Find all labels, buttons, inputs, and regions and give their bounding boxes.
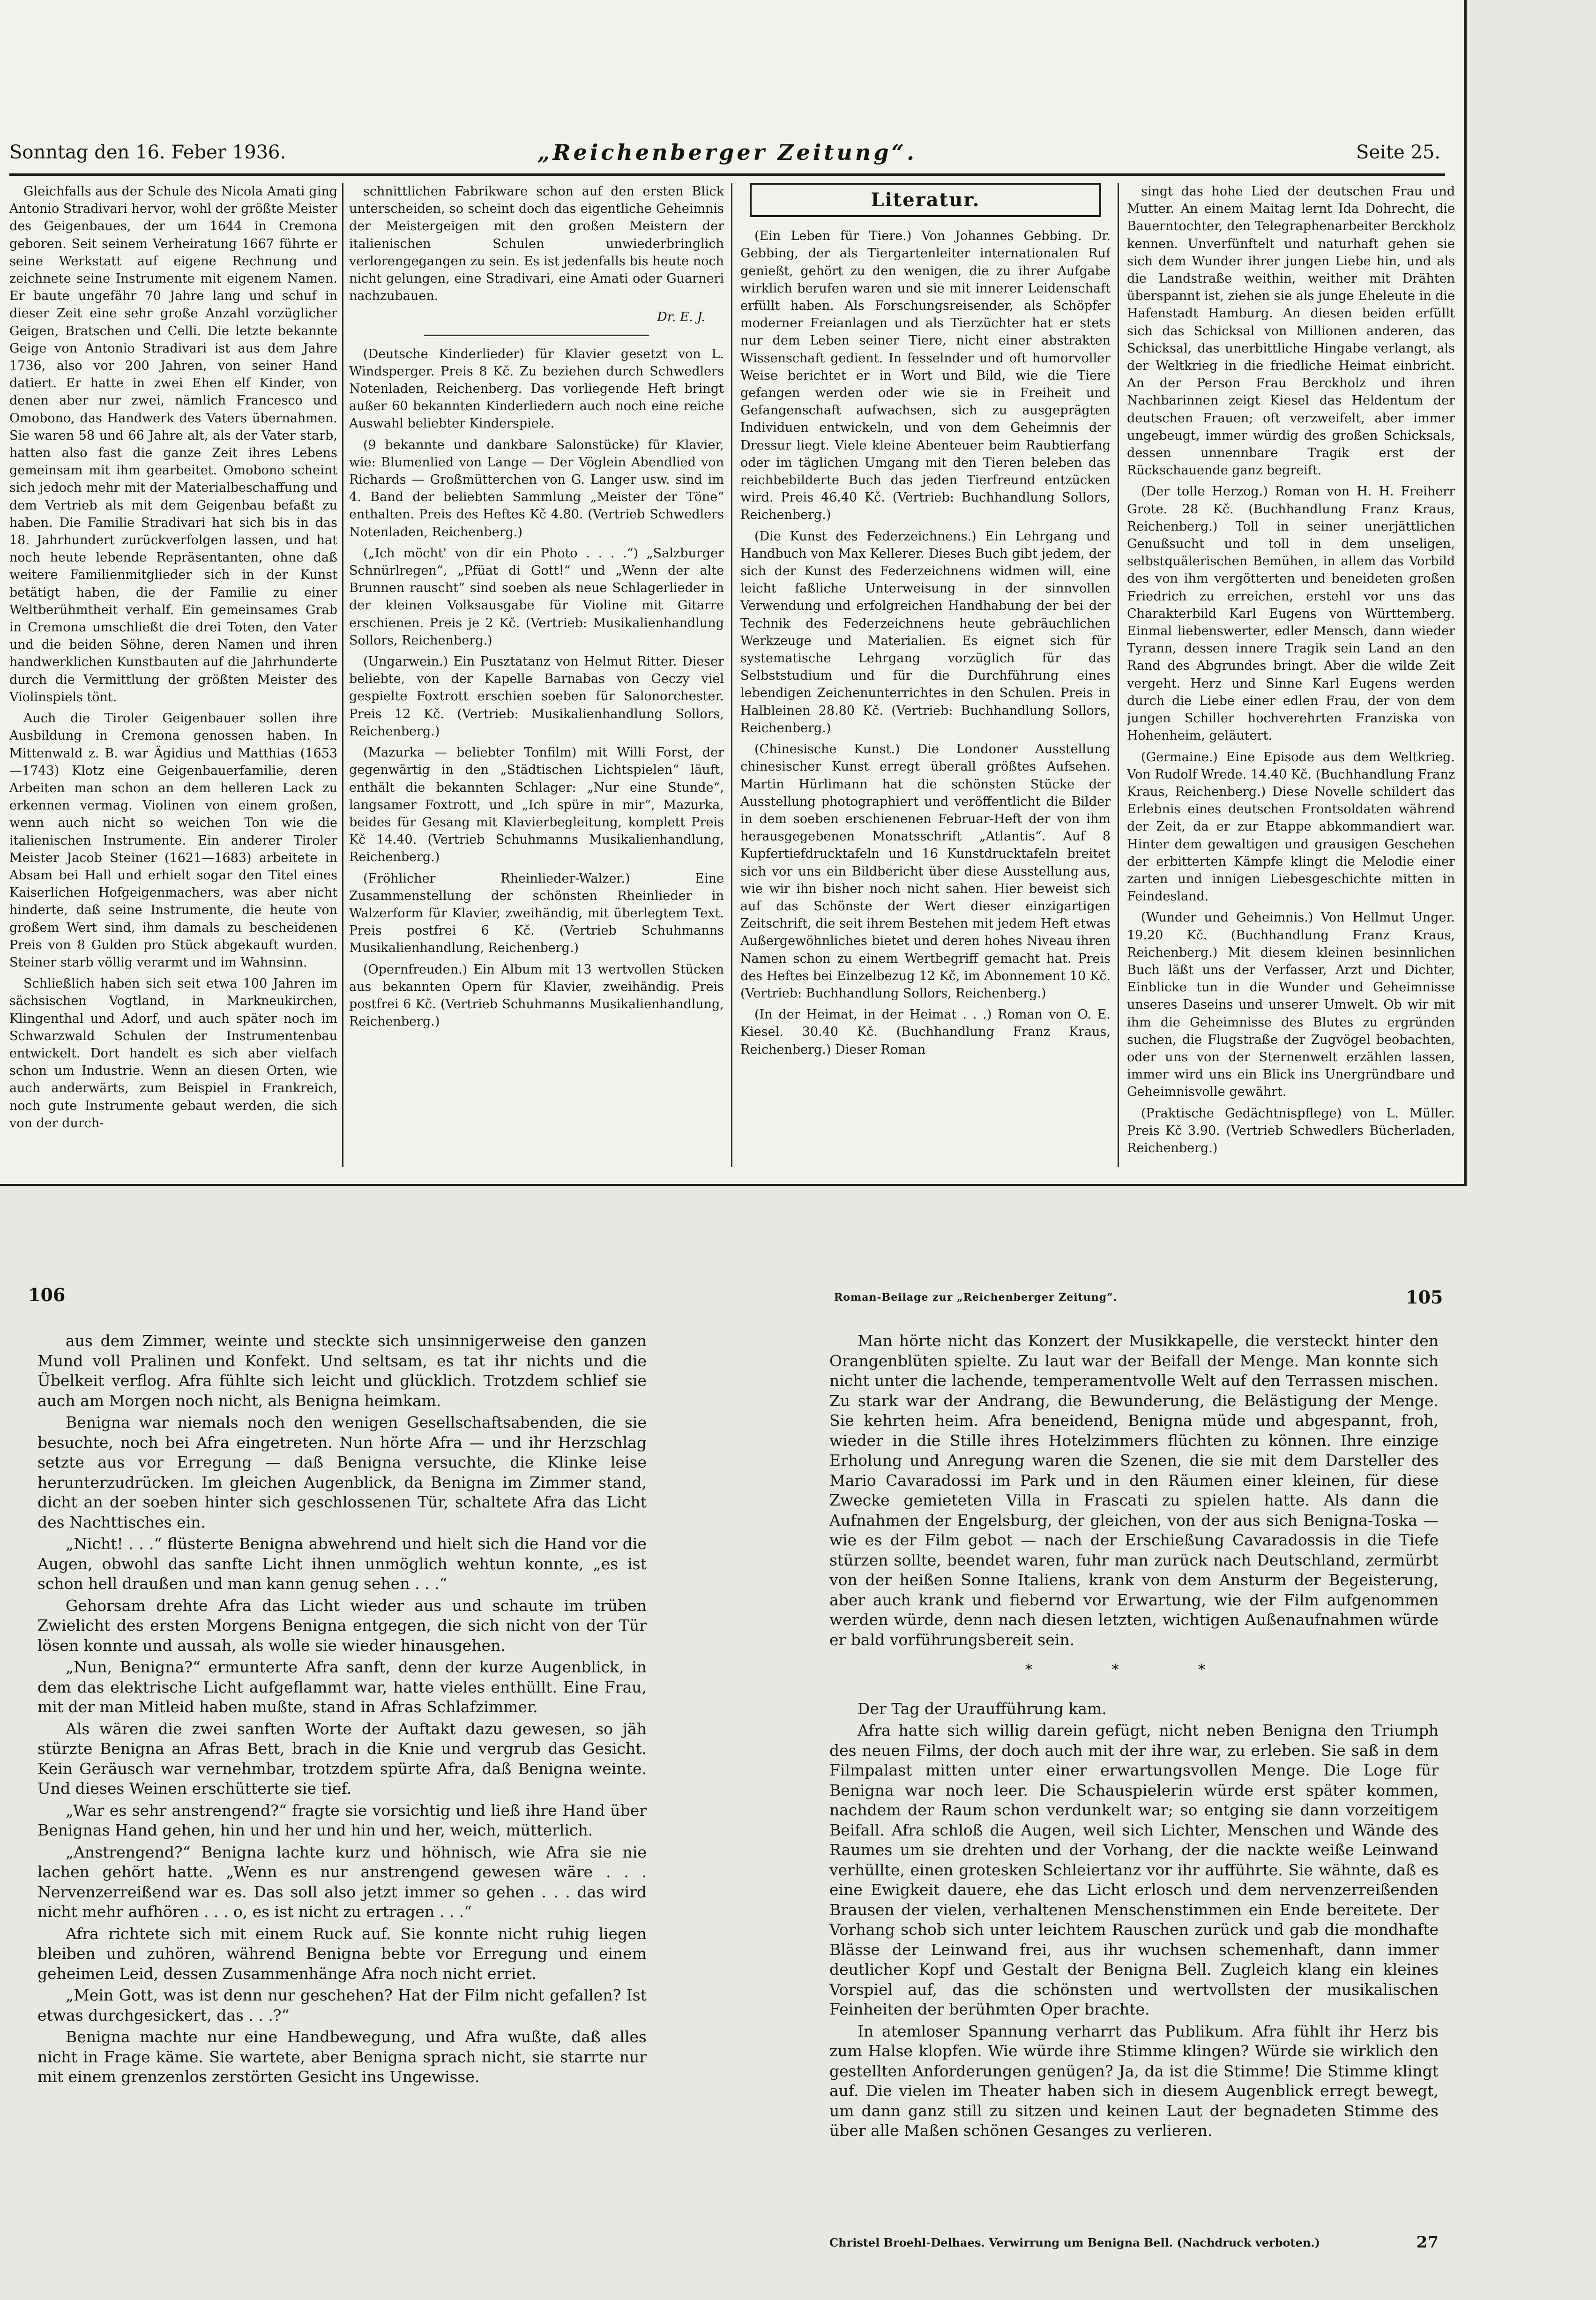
review-item: (Wunder und Geheimnis.) Von Hellmut Unger. 19.20 Kč. (Buchhandlung Franz Kraus, Reichenberg.) Mit diesem kleinen besinnlichen Buch läßt uns der Verfasser, Arzt und Dichter, Einblicke tun in die Wunder und Geheimnisse unseres Daseins und unserer Umwelt. Ob wir mit ihm die Geheimnisse des Blutes zu ergründen suchen, die Flugstraße der Zugvögel beobachten, oder uns von der Sternenwelt erzählen lassen, immer wird uns ein Blick ins Unergründbare und Geheimnisvolle gewährt. (1127, 910, 1455, 1100)
review-item: singt das hohe Lied der deutschen Frau und Mutter. An einem Maitag lernt Ida Dohrecht, die Bauerntochter, den Telegraphenarbeiter Berckholz kennen. Unverfünftelt und naturhaft gehen sie sich dem Wunder ihrer jungen Liebe hin, und als die Landstraße weithin, weither mit Drähten überspannt ist, ziehen sie als junge Eheleute in die Hafenstadt Hamburg. An diesen beiden erfüllt sich das Schicksal von Millionen anderen, das Schicksal, das unerbittliche Hingabe verlangt, als der Weltkrieg in die friedliche Heimat einbricht. An der Person Frau Berckholz und ihren Nachbarinnen zeigt Kiesel das Heldentum der deutschen Frauen; oft verzweifelt, aber immer ungebeugt, immer würdig des großen Schicksals, dessen unnennbare Tragik erst der Rückschauende ganz begreift. (1127, 184, 1455, 478)
section-title: Literatur. (750, 183, 1101, 217)
author-signature: Dr. E. J. (657, 310, 705, 325)
review-item: (Ungarwein.) Ein Pusztatanz von Helmut Ritter. Dieser beliebte, von der Kapelle Barnabas von Geczy viel gespielte Foxtrott erschien soeben für Salonorchester. Preis 12 Kč. (Vertrieb: Musikalienhandlung Sollors, Reichenberg.) (349, 654, 724, 739)
supplement-page-number: 27 (1416, 2233, 1439, 2252)
paragraph: In atemloser Spannung verharrt das Publikum. Afra fühlt ihr Herz bis zum Halse klopfen. Wie würde ihre Stimme klingen? Würde sie wirklich den gestellten Anforderungen genügen? Ja, da ist die Stimme! Die Stimme klingt auf. Die vielen im Theater haben sich in diesem Augenblick erregt bewegt, um dann ganz still zu sitzen und keinen Laut der begnadeten Stimme des über alle Maßen schönen Gesanges zu verlieren. (829, 2022, 1439, 2140)
paragraph: „Nun, Benigna?“ ermunterte Afra sanft, denn der kurze Augenblick, in dem das elektrische Licht aufgeflammt war, hatte vieles enthüllt. Eine Frau, mit der man Mitleid haben mußte, stand in Afras Schlafzimmer. (37, 1658, 647, 1716)
paragraph: Auch die Tiroler Geigenbauer sollen ihre Ausbildung in Cremona genossen haben. In Mittenwald z. B. war Ägidius und Matthias (1653—1743) Klotz eine Geigenbauerfamilie, deren Arbeiten man schon an dem helleren Lack zu erkennen vermag. Violinen von einem großen, wenn auch nicht so weichen Ton wie die italienischen Instrumente. Ein anderer Tiroler Meister Jacob Steiner (1621—1683) arbeitete in Absam bei Hall und erhielt sogar den Titel eines Kaiserlichen Hofgeigenmachers, was aber nicht hinderte, daß seine Instrumente, die heute von großem Wert sind, ihm damals zu bescheidenen Preis von 8 Gulden pro Stück abgekauft wurden. Steiner starb völlig verarmt und im Wahnsinn. (9, 711, 337, 970)
column-divider (1118, 183, 1119, 1167)
column-literature-cont (1127, 183, 1455, 1167)
review-item: (Der tolle Herzog.) Roman von H. H. Freiherr Grote. 28 Kč. (Buchhandlung Franz Kraus, Reichenberg.) Toll in seiner unerjättlichen Genußsucht und toll in dem unseligen, selbstquälerischen Bemühen, in allem das Vorbild des von ihm vergötterten und beneideten großen Friedrich zu erreichen, erstehl vor uns das Charakterbild Karl Eugens von Württemberg. Einmal liebenswerter, edler Mensch, dann wieder Tyrann, dessen innere Tragik sein Land an den Rand des Abgrundes bringt. Aber die wilde Zeit vergeht. Herz und Sinne Karl Eugens werden durch die Liebe einer edlen Frau, der von dem jungen Schiller hochverehrten Franziska von Hohenheim, geläutert. (1127, 484, 1455, 743)
review-item: („Ich möcht' von dir ein Photo . . . .“) „Salzburger Schnürlregen“, „Pfüat di Gott!“ und „Wenn der alte Brunnen rauscht“ sind soeben als neue Schlagerlieder in der kleinen Volksausgabe für Violine mit Gitarre erschienen. Preis je 2 Kč. (Vertrieb: Musikalienhandlung Sollors, Reichenberg.) (349, 546, 724, 648)
paragraph: schnittlichen Fabrikware schon auf den ersten Blick unterscheiden, so scheint doch das eigentliche Geheimnis der Meistergeigen mit den großen Meistern der italienischen Schulen unwiederbringlich verlorengegangen zu sein. Es ist jedenfalls bis heute noch nicht gelungen, eine Stradivari, eine Amati oder Guarneri nachzubauen. (349, 184, 724, 304)
paragraph: „Mein Gott, was ist denn nur geschehen? Hat der Film nicht gefallen? Ist etwas durchgesickert, das . . .?“ (37, 1986, 647, 2024)
paragraph: Gehorsam drehte Afra das Licht wieder aus und schaute im trüben Zwielicht des ersten Morgens Benigna entgegen, die sich nicht von der Tür lösen konnte und aussah, als wolle sie wieder hinausgehen. (37, 1596, 647, 1655)
novel-left-page (37, 1331, 647, 2255)
reprint-note: (Nachdruck verboten.) (1177, 2236, 1320, 2249)
novel-footer (829, 2233, 1439, 2252)
review-item: (Deutsche Kinderlieder) für Klavier gesetzt von L. Windsperger. Preis 8 Kč. Zu beziehen durch Schwedlers Notenladen, Reichenberg. Das vorliegende Heft bringt außer 60 bekannten Kinderliedern auch noch eine reiche Auswahl beliebter Kinderspiele. (349, 346, 724, 431)
paragraph: Afra richtete sich mit einem Ruck auf. Sie konnte nicht ruhig liegen bleiben und zuhören, während Benigna bebte vor Erregung und einem geheimen Leid, dessen Zusammenhänge Afra noch nicht erriet. (37, 1924, 647, 1983)
review-item: (9 bekannte und dankbare Salonstücke) für Klavier, wie: Blumenlied von Lange — Der Vöglein Abendlied von Richards — Großmütterchen von G. Langer usw. sind im 4. Band der beliebten Sammlung „Meister der Töne“ enthalten. Preis des Heftes Kč 4.80. (Vertrieb Schwedlers Notenladen, Reichenberg.) (349, 437, 724, 539)
supplement-header: Roman-Beilage zur „Reichenberger Zeitung“. (834, 1291, 1118, 1304)
review-item: (Praktische Gedächtnispflege) von L. Müller. Preis Kč 3.90. (Vertrieb Schwedlers Bücherladen, Reichenberg.) (1127, 1106, 1455, 1155)
paragraph: Gleichfalls aus der Schule des Nicola Amati ging Antonio Stradivari hervor, wohl der größte Meister des Geigenbaues, der um 1644 in Cremona geboren. Seit seinem Verheiratung 1667 führte er seine Werkstatt auf eigene Rechnung und zeichnete seine Instrumente mit eigenem Namen. Er baute ungefähr 70 Jahre lang und schuf in dieser Zeit eine sehr große Anzahl vorzüglicher Geigen, Bratschen und Celli. Die letzte bekannte Geige von Antonio Stradivari ist aus dem Jahre 1736, also vor 200 Jahren, von seiner Hand datiert. Er hatte in zwei Ehen elf Kinder, von denen aber nur zwei, nämlich Francesco und Omobono, das Handwerk des Vaters übernahmen. Sie waren 58 und 66 Jahre alt, als der Vater starb, hatten also fast die ganze Zeit ihres Lebens gemeinsam mit ihm gearbeitet. Omobono scheint sich jedoch mehr mit der Materialbeschaffung und dem Vertrieb als mit dem Geigenbau befaßt zu haben. Die Familie Stradivari hat sich bis in das 18. Jahrhundert zurückverfolgen lassen, und hat noch heute lebende Repräsentanten, ohne daß weitere Familienmitglieder sich in der Kunst betätigt haben, die der Familie zu einer Weltberühmtheit verhalf. Ein gemeinsames Grab in Cremona umschließt die drei Toten, den Vater und die beiden Söhne, deren Namen und ihren handwerklichen Kunstbauten auf die Jahrhunderte durch die Vermittlung der größten Meister des Violinspiels tönt. (9, 184, 337, 704)
review-item: (In der Heimat, in der Heimat . . .) Roman von O. E. Kiesel. 30.40 Kč. (Buchhandlung Franz Kraus, Reichenberg.) Dieser Roman (740, 1007, 1111, 1057)
column-divider (342, 183, 343, 1167)
article-columns (9, 183, 1455, 1172)
separator (424, 335, 649, 336)
review-item: (Mazurka — beliebter Tonfilm) mit Willi Forst, der gegenwärtig in den „Städtischen Lichtspielen“ läuft, enthält die bekannten Schlager: „Nur eine Stunde“, langsamer Foxtrott, und „Ich spüre in mir“, Mazurka, beides für Gesang mit Klavierbegleitung, komplett Preis Kč 14.40. (Vertrieb Schuhmanns Musikalienhandlung, Reichenberg.) (349, 745, 724, 865)
right-page-number: 105 (1406, 1287, 1443, 1308)
novel-supplement (0, 1191, 1596, 2300)
paragraph: „War es sehr anstrengend?“ fragte sie vorsichtig und ließ ihre Hand über Benignas Hand gehen, hin und her und hin und her, weich, mütterlich. (37, 1801, 647, 1839)
paragraph: Benigna war niemals noch den wenigen Gesellschaftsabenden, die sie besuchte, noch bei Afra eingetreten. Nun hörte Afra — und ihr Herzschlag setzte aus vor Erregung — daß Benigna versuchte, die Klinke leise herunterzudrücken. Im gleichen Augenblick, da Benigna im Zimmer stand, dicht an der soeben hinter sich geschlossenen Tür, schaltete Afra das Licht des Nachttisches ein. (37, 1413, 647, 1531)
paragraph: Afra hatte sich willig darein gefügt, nicht neben Benigna den Triumph des neuen Films, der doch auch mit der ihre war, zu erleben. Sie saß in dem Filmpalast mitten unter einer erwartungsvollen Menge. Die Loge für Benigna war noch leer. Die Schauspielerin würde erst später kommen, nachdem der Raum schon verdunkelt war; so entging sie dann vorzeitigem Beifall. Afra schloß die Augen, weil sich Lichter, Menschen und Wände des Raumes um sie drehten und der Vorhang, der die nackte weiße Leinwand verhüllte, einen grotesken Schleiertanz vor ihr aufführte. Sie wähnte, daß es eine Ewigkeit dauere, ehe das Licht erlosch und dem nervenzerreißenden Brausen der vielen, verhaltenen Menschenstimmen ein Ende bereitete. Der Vorhang schob sich unter leichtem Rauschen zurück und gab die mondhafte Blässe der Leinwand frei, aus ihr wuchsen schemenhaft, dann immer deutlicher Kopf und Gestalt der Benigna Bell. Zugleich klang ein kleines Vorspiel auf, das die schönsten und wertvollsten der musikalischen Feinheiten der berühmten Oper brachte. (829, 1721, 1439, 2018)
author-and-title: Christel Broehl-Delhaes. Verwirrung um Benigna Bell. (829, 2236, 1173, 2249)
review-item: (Fröhlicher Rheinlieder-Walzer.) Eine Zusammenstellung der schönsten Rheinlieder in Walzerform für Klavier, zweihändig, mit überlegtem Text. Preis postfrei 6 Kč. (Vertrieb Schuhmanns Musikalienhandlung, Reichenberg.) (349, 871, 724, 956)
review-item: (Opernfreuden.) Ein Album mit 13 wertvollen Stücken aus bekannten Opern für Klavier, zweihändig. Preis postfrei 6 Kč. (Vertrieb Schuhmanns Musikalienhandlung, Reichenberg.) (349, 962, 724, 1029)
review-item: (Ein Leben für Tiere.) Von Johannes Gebbing. Dr. Gebbing, der als Tiergartenleiter internationalen Ruf genießt, gehört zu den wenigen, die zu ihrer Aufgabe wirklich berufen waren und sie mit innerer Leidenschaft erfüllt haben. Als Forschungsreisender, als Schöpfer moderner Freianlagen und als Tierzüchter hat er stets nur dem Leben seiner Tiere, nicht einer abstrakten Wissenschaft gedient. In fesselnder und oft humorvoller Weise berichtet er in Wort und Bild, wie die Tiere gefangen werden oder wie sie in Freiheit und Gefangenschaft aufwachsen, sich zu ausgeprägten Individuen entwickeln, und von dem Geheimnis der Dressur liegt. Viele kleine Abenteuer beim Raubtierfang oder im täglichen Umgang mit den Tieren beleben das reichbebilderte Buch das jeden Tierfreund entzücken wird. Preis 46.40 Kč. (Vertrieb: Buchhandlung Sollors, Reichenberg.) (740, 229, 1111, 523)
novel-right-page (829, 1331, 1439, 2226)
issue-date: Sonntag den 16. Feber 1936. (9, 142, 286, 163)
paragraph: Benigna machte nur eine Handbewegung, und Afra wußte, daß alles nicht in Frage käme. Sie wartete, aber Benigna sprach nicht, sie starrte nur mit einem grenzenlos zerstörten Gesicht ins Ungewisse. (37, 2028, 647, 2086)
page-header (9, 136, 1445, 176)
paragraph: Als wären die zwei sanften Worte der Auftakt dazu gewesen, so jäh stürzte Benigna an Afras Bett, brach in die Knie und vergrub das Gesicht. Kein Geräusch war vernehmbar, trotzdem spürte Afra, daß Benigna weinte. Und dieses Weinen erschütterte sie tief. (37, 1719, 647, 1798)
review-item: (Die Kunst des Federzeichnens.) Ein Lehrgang und Handbuch von Max Kellerer. Dieses Buch gibt jedem, der sich der Kunst des Federzeichnens widmen will, eine leicht faßliche Unterweisung in der sinnvollen Verwendung und erfolgreichen Handhabung der bei der Technik des Federzeichnens heute gebräuchlichen Werkzeuge und Materialien. Es eignet sich für systematische Lehrgang vorzüglich für das Selbststudium und für die Durchführung eines lebendigen Zeichenunterrichtes in den Schulen. Preis in Halbleinen 28.80 Kč. (Vertrieb: Buchhandlung Sollors, Reichenberg.) (740, 529, 1111, 735)
paragraph: Man hörte nicht das Konzert der Musikkapelle, die versteckt hinter den Orangenblüten spielte. Zu laut war der Beifall der Menge. Man konnte sich nicht unter die lachende, temperamentvolle Welt auf den Terrassen mischen. Zu stark war der Andrang, die Bewunderung, die Belästigung der Menge. Sie kehrten heim. Afra beneidend, Benigna müde und abgespannt, froh, wieder in die Stille ihres Hotelzimmers flüchten zu können. Ihre einzige Erholung und Anregung waren die Szenen, die sie mit dem Darsteller des Mario Cavaradossi im Park und in den Räumen einer kleinen, für diese Zwecke gemieteten Villa in Frascati zu spielen hatte. Als dann die Aufnahmen der Engelsburg, der gleichen, von der aus sich Benigna-Toska — wie es der Film gebot — nach der Erschießung Cavaradossis in die Tiefe stürzen sollte, beendet waren, fuhr man zurück nach Deutschland, zermürbt von der heißen Sonne Italiens, krank von dem Ansturm der Begeisterung, aber auch krank und fiebernd vor Erwartung, wie der Film aufgenommen werden würde, denn nach diesen letzten, wichtigen Außenaufnahmen würde er bald vorführungsbereit sein. (829, 1332, 1439, 1649)
review-item: (Germaine.) Eine Episode aus dem Weltkrieg. Von Rudolf Wrede. 14.40 Kč. (Buchhandlung Franz Kraus, Reichenberg.) Diese Novelle schildert das Erlebnis eines deutschen Frontsoldaten während der Zeit, da er zur Etappe abkommandiert war. Hinter dem gewaltigen und grausigen Geschehen der erbitterten Kämpfe klingt die Melodie einer zarten und innigen Liebesgeschichte mitten in Feindesland. (1127, 749, 1455, 904)
paragraph: „Anstrengend?“ Benigna lachte kurz und höhnisch, wie Afra sie nie lachen gehört hatte. „Wenn es nur anstrengend gewesen wäre . . . Nervenzerreißend war es. Das soll also jetzt immer so gehen . . . das wird nicht mehr aufhören . . . o, es ist nicht zu ertragen . . .“ (37, 1843, 647, 1921)
newspaper-title: „Reichenberger Zeitung“. (537, 140, 917, 165)
page-number: Seite 25. (1356, 142, 1440, 163)
paragraph: aus dem Zimmer, weinte und steckte sich unsinnigerweise den ganzen Mund voll Pralinen und Konfekt. Und seltsam, es tat ihr nichts und die Übelkeit verflog. Afra fühlte sich leicht und glücklich. Trotzdem schlief sie auch am Morgen noch nicht, als Benigna heimkam. (37, 1332, 647, 1410)
left-page-number: 106 (28, 1284, 66, 1305)
paragraph: Der Tag der Uraufführung kam. (858, 1699, 1107, 1718)
column-literature (740, 183, 1111, 1167)
section-break-stars: * * * (1025, 1662, 1243, 1678)
column-divider (731, 183, 732, 1167)
newspaper-page (0, 0, 1467, 1186)
paragraph: „Nicht! . . .“ flüsterte Benigna abwehrend und hielt sich die Hand vor die Augen, obwohl das sanfte Licht ihnen unmöglich wehtun konnte, „es ist schon hell draußen und man kann genug sehen . . .“ (37, 1535, 647, 1593)
review-item: (Chinesische Kunst.) Die Londoner Ausstellung chinesischer Kunst erregt überall größtes Aufsehen. Martin Hürlimann hat die schönsten Stücke der Ausstellung photographiert und veröffentlicht die Bilder in dem soeben erschienenen Februar-Heft der von ihm herausgegebenen Monatsschrift „Atlantis“. Auf 8 Kupfertiefdrucktafeln und 16 Kunstdrucktafeln breitet sich vor uns ein Bildbericht über diese Ausstellung aus, wie wir ihn bisher noch nicht sahen. Hier beweist sich auf das Schönste der Wert dieser einzigartigen Zeitschrift, die seit ihrem Bestehen mit jedem Heft etwas Außergewöhnliches bietet und deren hohes Niveau ihren Namen schon zu einem Wertbegriff gemacht hat. Preis des Heftes bei Einzelbezug 12 Kč, im Abonnement 10 Kč. (Vertrieb: Buchhandlung Sollors, Reichenberg.) (740, 742, 1111, 1001)
column-music-reviews (349, 183, 724, 1167)
column-violin-history (9, 183, 337, 1167)
paragraph: Schließlich haben sich seit etwa 100 Jahren im sächsischen Vogtland, in Markneukirchen, Klingenthal und Adorf, und auch später noch im Schwarzwald Schulen der Instrumentenbau entwickelt. Dort handelt es sich aber vielfach schon um Industrie. Wenn an diesen Orten, wie auch anderwärts, zum Beispiel in Frankreich, noch gute Instrumente gebaut werden, die sich von der durch- (9, 976, 337, 1131)
